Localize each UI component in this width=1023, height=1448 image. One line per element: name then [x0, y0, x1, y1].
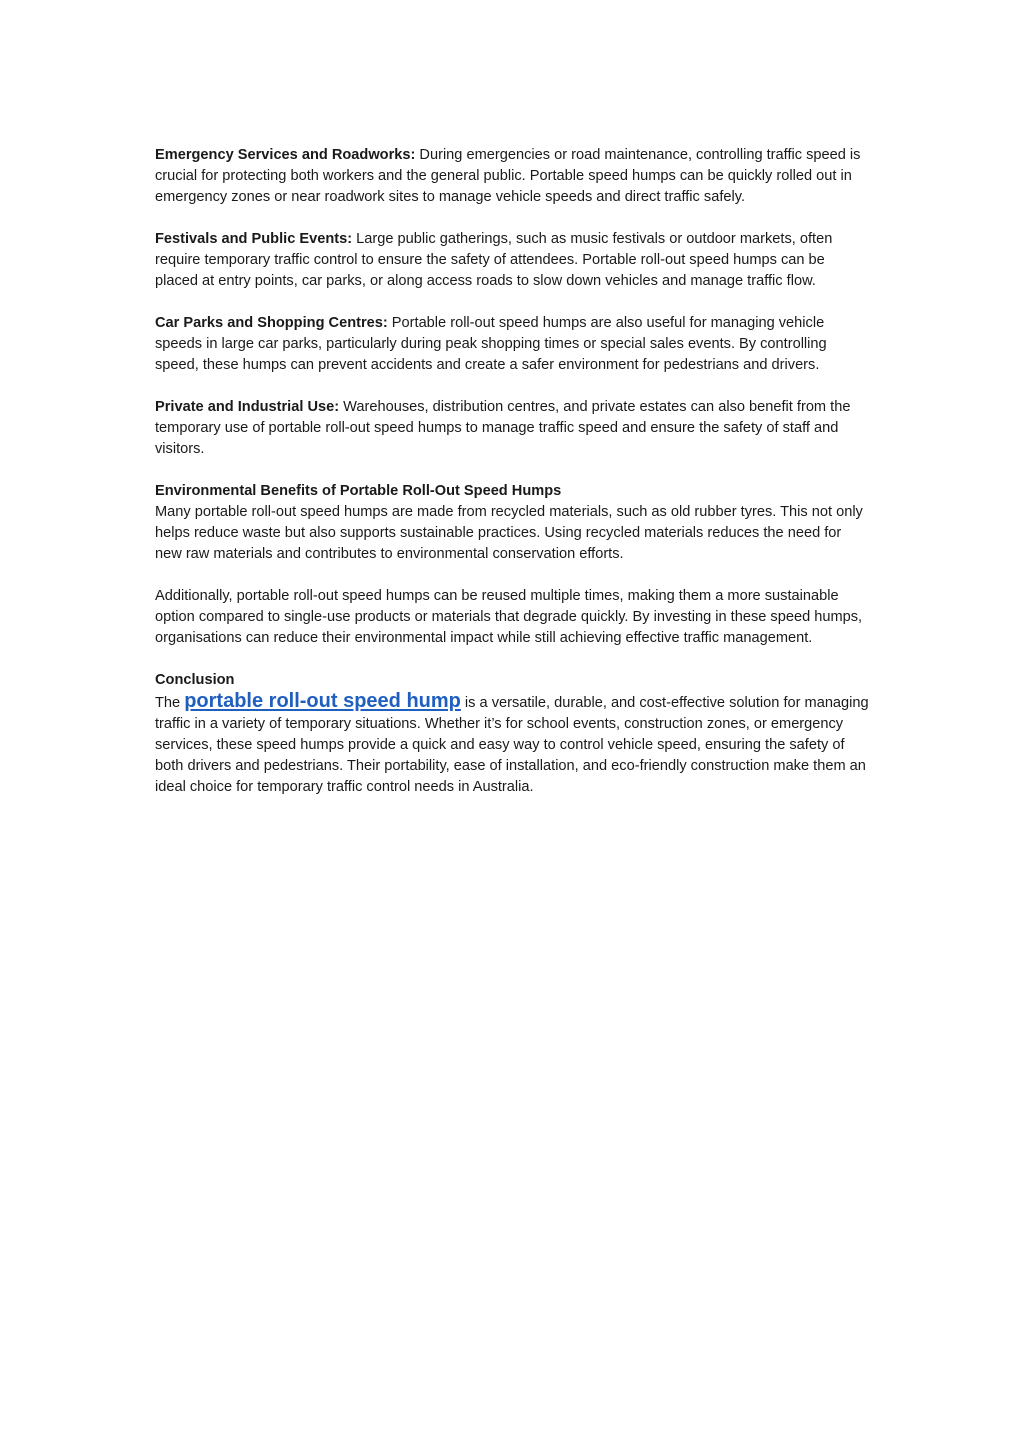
- environmental-paragraph-1: Many portable roll-out speed humps are made from recycled materials, such as old rubber tyres. This not only helps reduce waste but also supports sustainable practices. Using recycled materials reduces the need for new raw materials and contributes to environmental conservation efforts.: [155, 504, 863, 562]
- section-text: Portable roll-out speed humps are also useful for managing vehicle speeds in large car parks, particularly during peak shopping times or special sales events. By controlling speed, these humps can prevent accidents and create a safer environment for pedestrians and drivers.: [155, 315, 827, 373]
- section-lead: Car Parks and Shopping Centres:: [155, 315, 388, 331]
- section-text: Warehouses, distribution centres, and private estates can also benefit from the temporary use of portable roll-out speed humps to manage traffic speed and ensure the safety of staff and visitors.: [155, 399, 851, 457]
- section-lead: Emergency Services and Roadworks:: [155, 147, 416, 163]
- section-festivals: [155, 229, 871, 292]
- section-lead: Private and Industrial Use:: [155, 399, 340, 415]
- section-car-parks: [155, 313, 871, 376]
- section-text: Large public gatherings, such as music festivals or outdoor markets, often require temporary traffic control to ensure the safety of attendees. Portable roll-out speed humps can be placed at entry points, car parks, or along access roads to slow down vehicles and manage traffic flow.: [155, 231, 833, 289]
- section-text: During emergencies or road maintenance, controlling traffic speed is crucial for protecting both workers and the general public. Portable speed humps can be quickly rolled out in emergency zones or near roadwork sites to manage vehicle speeds and direct traffic safely.: [155, 147, 861, 205]
- conclusion-heading: Conclusion: [155, 672, 235, 688]
- section-emergency-services: [155, 145, 871, 208]
- environmental-paragraph-2: Additionally, portable roll-out speed humps can be reused multiple times, making them a more sustainable option compared to single-use products or materials that degrade quickly. By investing in these speed humps, organisations can reduce their environmental impact while still achieving effective traffic management.: [155, 588, 863, 646]
- speed-hump-link[interactable]: portable roll-out speed hump: [184, 690, 461, 712]
- section-lead: Festivals and Public Events:: [155, 231, 353, 247]
- environmental-heading: Environmental Benefits of Portable Roll-Out Speed Humps: [155, 483, 562, 499]
- section-private-industrial: [155, 397, 871, 460]
- document-body: [155, 145, 871, 798]
- conclusion-prefix: The: [155, 695, 185, 711]
- conclusion-text: is a versatile, durable, and cost-effective solution for managing traffic in a variety of temporary situations. Whether it’s for school events, construction zones, or emergency services, these speed humps provide a quick and easy way to control vehicle speed, ensuring the safety of both drivers and pedestrians. Their portability, ease of installation, and eco-friendly construction make them an ideal choice for temporary traffic control needs in Australia.: [155, 695, 869, 795]
- conclusion-paragraph: [155, 691, 871, 798]
